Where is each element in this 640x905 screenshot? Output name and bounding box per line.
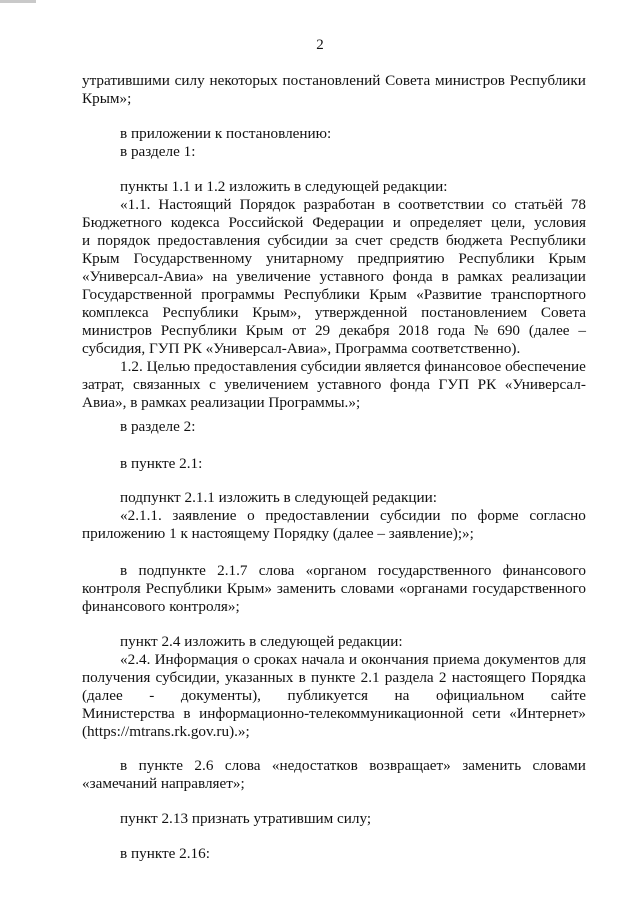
text-line: в пункте 2.16:	[120, 845, 210, 862]
text-line	[82, 214, 586, 232]
word: сайте	[550, 687, 586, 704]
text-line: финансового контроля»;	[82, 598, 240, 615]
word: 78	[570, 196, 586, 213]
word: 1.2.	[120, 358, 143, 375]
word: словами	[532, 757, 586, 774]
text-line: пункт 2.13 признать утратившим силу;	[120, 810, 372, 827]
text-line	[82, 669, 586, 687]
word: субсидии	[379, 507, 441, 524]
word: заменить	[462, 757, 522, 774]
word: комплекса	[82, 304, 149, 321]
word: (далее	[528, 322, 570, 339]
word: о	[242, 651, 250, 668]
text-line	[82, 72, 586, 90]
text-line: пункт 2.4 изложить в следующей редакции:	[120, 633, 403, 650]
word: субсидии	[267, 232, 328, 249]
text-line: Авиа», в рамках реализации Программы.»;	[82, 394, 361, 411]
word: условия	[534, 214, 586, 231]
word: уставного	[319, 268, 384, 285]
text-line	[82, 322, 586, 340]
word: года	[437, 322, 466, 339]
word: сети	[472, 705, 501, 722]
word: реализации	[511, 268, 586, 285]
word: Российской	[228, 214, 304, 231]
word: кодекса	[170, 214, 220, 231]
word: подпункте	[138, 562, 206, 579]
word: пункте	[138, 757, 183, 774]
word: начала	[301, 651, 345, 668]
word: и	[392, 214, 401, 231]
word: со	[492, 196, 507, 213]
word: 2.1	[360, 669, 380, 686]
word: возвращает»	[369, 757, 451, 774]
word: предоставлении	[265, 507, 370, 524]
word: «недостатков	[271, 757, 358, 774]
word: приема	[432, 651, 480, 668]
word: финансовое	[424, 358, 502, 375]
text-line	[120, 757, 586, 775]
word: некоторых	[209, 72, 278, 89]
text-line: в разделе 2:	[120, 418, 196, 435]
word: «Интернет»	[509, 705, 586, 722]
word: соответствии	[398, 196, 484, 213]
word: –	[578, 322, 586, 339]
text-line	[82, 304, 586, 322]
word: 29	[314, 322, 331, 339]
word: является	[364, 358, 421, 375]
word: в	[298, 669, 306, 686]
word: Целью	[146, 358, 191, 375]
text-line: «замечаний направляет»;	[82, 775, 245, 792]
word: Порядок	[239, 196, 296, 213]
word: на	[394, 687, 410, 704]
word: Информация	[154, 651, 238, 668]
word: декабря	[338, 322, 390, 339]
word: Бюджетного	[82, 214, 162, 231]
text-line: пункты 1.1 и 1.2 изложить в следующей редакции:	[120, 178, 448, 195]
word: Крым»	[226, 580, 272, 597]
word: за	[335, 232, 348, 249]
word: документов	[483, 651, 560, 668]
word: Государственной	[82, 286, 192, 303]
word: документы),	[180, 687, 261, 704]
word: министров	[435, 72, 505, 89]
word: увеличение	[236, 268, 311, 285]
text-line	[120, 562, 586, 580]
word: министров	[82, 322, 152, 339]
word: программы	[201, 286, 275, 303]
word: -	[149, 687, 155, 704]
word: в	[382, 196, 391, 213]
word: ГУП	[438, 376, 470, 393]
word: субсидии,	[155, 669, 220, 686]
word: и	[82, 232, 91, 249]
text-line: в приложении к постановлению:	[120, 125, 332, 142]
word: «органом	[305, 562, 367, 579]
text-line: в разделе 1:	[120, 143, 196, 160]
word: затрат,	[82, 376, 125, 393]
word: по	[451, 507, 467, 524]
word: Республики	[283, 286, 360, 303]
word: «1.1.	[120, 196, 151, 213]
word: определяет	[409, 214, 483, 231]
text-line	[82, 580, 586, 598]
scan-edge-mark	[0, 0, 36, 3]
word: предоставления	[193, 358, 297, 375]
word: Совета	[385, 72, 431, 89]
text-line	[82, 250, 586, 268]
word: Крым	[369, 286, 407, 303]
word: заявление	[172, 507, 237, 524]
word: субсидии	[300, 358, 362, 375]
word: получения	[82, 669, 151, 686]
text-line	[82, 705, 586, 723]
word: «Развитие	[416, 286, 482, 303]
text-line	[120, 358, 586, 376]
word: Республики	[509, 232, 586, 249]
word: Порядка	[531, 669, 586, 686]
word: слова	[258, 562, 295, 579]
text-line	[82, 232, 586, 250]
word: форме	[477, 507, 519, 524]
word: транспортного	[490, 286, 586, 303]
word: Федерации	[312, 214, 384, 231]
word: государственного	[472, 580, 586, 597]
word: Республики	[458, 250, 535, 267]
text-line: приложению 1 к настоящему Порядку (далее – заявление);»;	[82, 525, 474, 542]
text-line: в пункте 2.1:	[120, 455, 203, 472]
word: Крым	[82, 250, 120, 267]
word: официальном	[435, 687, 525, 704]
word: порядок	[97, 232, 151, 249]
word: информационно-телекоммуникационной	[199, 705, 464, 722]
text-line	[120, 651, 586, 669]
word: утвержденной	[314, 304, 408, 321]
word: на	[212, 268, 228, 285]
word: «Универсал-Авиа»	[82, 268, 204, 285]
word: увеличением	[224, 376, 309, 393]
word: в	[183, 705, 191, 722]
word: 2.1.7	[217, 562, 248, 579]
word: Крым	[245, 322, 284, 339]
text-line	[82, 376, 586, 394]
word: рамках	[457, 268, 503, 285]
word: «2.1.1.	[120, 507, 162, 524]
word: Министерства	[82, 705, 175, 722]
word: о	[247, 507, 255, 524]
word: словами	[340, 580, 395, 597]
word: «органами	[399, 580, 468, 597]
word: Совета	[540, 304, 586, 321]
word: в	[441, 268, 449, 285]
word: унитарному	[265, 250, 344, 267]
word: финансового	[502, 562, 586, 579]
word: предоставления	[157, 232, 261, 249]
word: указанных	[225, 669, 294, 686]
word: Республики	[160, 322, 237, 339]
word: связанных	[132, 376, 201, 393]
word: и	[348, 651, 357, 668]
text-line	[120, 196, 586, 214]
word: предприятию	[357, 250, 445, 267]
word: Крым	[548, 250, 586, 267]
word: от	[292, 322, 307, 339]
text-line: подпункт 2.1.1 изложить в следующей редакции:	[120, 489, 437, 506]
word: Крым»,	[252, 304, 302, 321]
word: «Универсал-	[504, 376, 586, 393]
word: публикуется	[287, 687, 368, 704]
word: бюджета	[445, 232, 503, 249]
word: счет	[355, 232, 383, 249]
word: раздела	[384, 669, 434, 686]
text-line: субсидия, ГУП РК «Универсал-Авиа», Программа соответственно).	[82, 340, 521, 357]
word: фонда	[389, 376, 430, 393]
word: в	[120, 757, 128, 774]
word: средств	[389, 232, 439, 249]
word: сроках	[253, 651, 298, 668]
word: настоящего	[451, 669, 526, 686]
word: утратившими	[82, 72, 170, 89]
word: государственного	[377, 562, 492, 579]
word: статьёй	[514, 196, 563, 213]
word: с	[209, 376, 216, 393]
word: Республики	[145, 580, 222, 597]
word: обеспечение	[505, 358, 586, 375]
word: заменить	[276, 580, 336, 597]
text-line	[82, 286, 586, 304]
word: Республики	[162, 304, 239, 321]
word: Настоящий	[158, 196, 232, 213]
word: уставного	[317, 376, 382, 393]
word: разработан	[303, 196, 375, 213]
word: 2	[438, 669, 447, 686]
word: постановлений	[282, 72, 381, 89]
word: для	[563, 651, 586, 668]
text-line	[82, 687, 586, 705]
word: (далее	[82, 687, 123, 704]
word: РК	[477, 376, 497, 393]
word: контроля	[82, 580, 141, 597]
word: фонда	[392, 268, 433, 285]
word: Государственному	[133, 250, 253, 267]
word: силу	[174, 72, 205, 89]
word: 690	[497, 322, 521, 339]
word: 2018	[398, 322, 429, 339]
page-number: 2	[316, 37, 324, 53]
word: в	[120, 562, 128, 579]
word: Республики	[509, 72, 586, 89]
word: «2.4.	[120, 651, 151, 668]
word: окончания	[361, 651, 429, 668]
word: цели,	[490, 214, 526, 231]
text-line	[120, 507, 586, 525]
word: 2.6	[194, 757, 214, 774]
word: слова	[224, 757, 261, 774]
word: согласно	[529, 507, 586, 524]
text-line: (https://mtrans.rk.gov.ru).»;	[82, 723, 250, 740]
text-line: Крым»;	[82, 90, 132, 107]
word: постановлением	[421, 304, 528, 321]
word: №	[473, 322, 489, 339]
text-line	[82, 268, 586, 286]
word: пункте	[310, 669, 356, 686]
